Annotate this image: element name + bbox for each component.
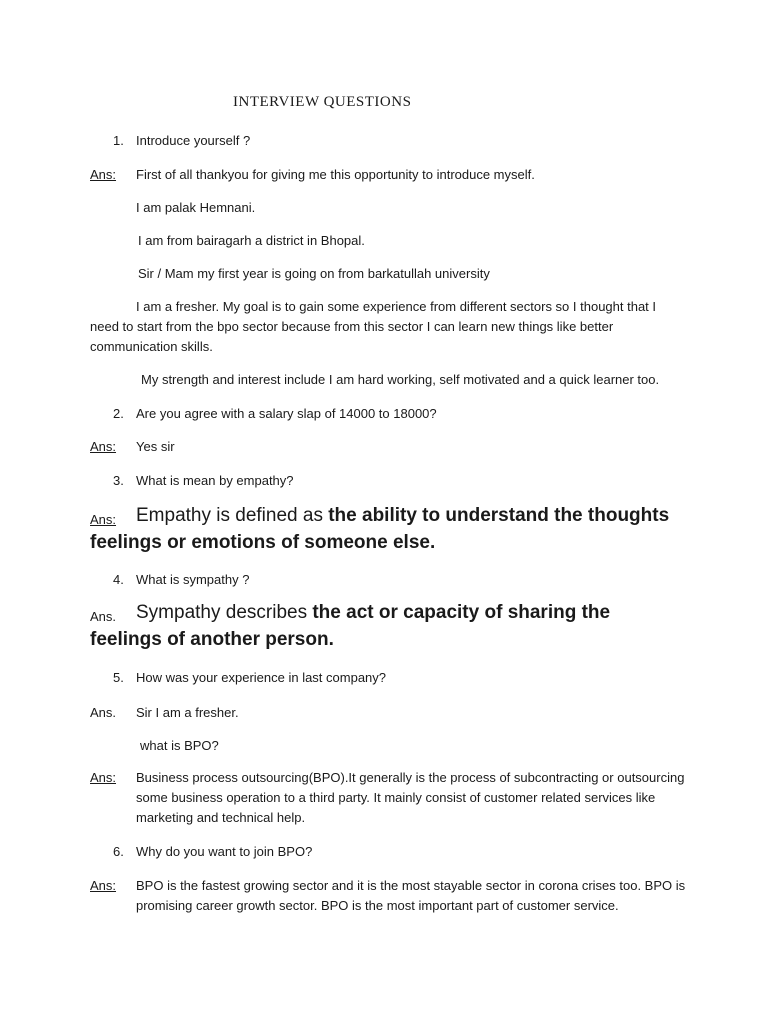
question-text: Are you agree with a salary slap of 14000 to 18000? [136, 406, 437, 421]
question-text: What is sympathy ? [136, 572, 250, 587]
question-number: 4. [113, 572, 124, 587]
question-text: Introduce yourself ? [136, 133, 251, 148]
answer-label: Ans: [90, 878, 117, 893]
answer-text: I am from bairagarh a district in Bhopal. [138, 233, 365, 248]
answer-text: Sir I am a fresher. [136, 705, 239, 720]
question-text: How was your experience in last company? [136, 670, 387, 685]
question-number: 1. [113, 133, 124, 148]
answer-text [136, 600, 610, 626]
question-number: 6. [113, 844, 124, 859]
answer-text: communication skills. [90, 339, 213, 354]
page-title: INTERVIEW QUESTIONS [233, 94, 412, 110]
answer-text: marketing and technical help. [136, 810, 306, 825]
answer-bold: feelings of another person. [90, 629, 334, 650]
answer-bold: the ability to understand the thoughts [328, 505, 670, 526]
question-text: Why do you want to join BPO? [136, 844, 313, 859]
answer-bold: the act or capacity of sharing the [312, 602, 611, 623]
answer-text: My strength and interest include I am hard working, self motivated and a quick learner too. [141, 372, 660, 387]
answer-text: I am a fresher. My goal is to gain some experience from different sectors so I thought that I [136, 299, 657, 314]
answer-text: First of all thankyou for giving me this opportunity to introduce myself. [136, 167, 535, 182]
answer-text: promising career growth sector. BPO is the most important part of customer service. [136, 898, 619, 913]
answer-text: Yes sir [136, 439, 175, 454]
answer-text: BPO is the fastest growing sector and it is the most stayable sector in corona crises too. BPO is [136, 878, 686, 893]
question-number: 5. [113, 670, 124, 685]
answer-lead: Sympathy describes [136, 602, 313, 623]
question-text: what is BPO? [140, 738, 219, 753]
answer-text [136, 503, 669, 529]
answer-text: some business operation to a third party. It mainly consist of customer related services like [136, 790, 656, 805]
answer-label: Ans: [90, 439, 117, 454]
answer-text: Sir / Mam my first year is going on from barkatullah university [138, 266, 490, 281]
answer-label: Ans: [90, 512, 117, 527]
answer-text: I am palak Hemnani. [136, 200, 256, 215]
question-number: 2. [113, 406, 124, 421]
question-text: What is mean by empathy? [136, 473, 294, 488]
answer-bold: feelings or emotions of someone else. [90, 532, 436, 553]
answer-text: need to start from the bpo sector because from this sector I can learn new things like better [90, 319, 614, 334]
answer-lead: Empathy is defined as [136, 505, 329, 526]
answer-label: Ans. [90, 705, 117, 720]
question-number: 3. [113, 473, 124, 488]
answer-label: Ans: [90, 167, 117, 182]
answer-label: Ans. [90, 609, 117, 624]
answer-text: Business process outsourcing(BPO).It generally is the process of subcontracting or outsourcing [136, 770, 685, 785]
answer-label: Ans: [90, 770, 117, 785]
